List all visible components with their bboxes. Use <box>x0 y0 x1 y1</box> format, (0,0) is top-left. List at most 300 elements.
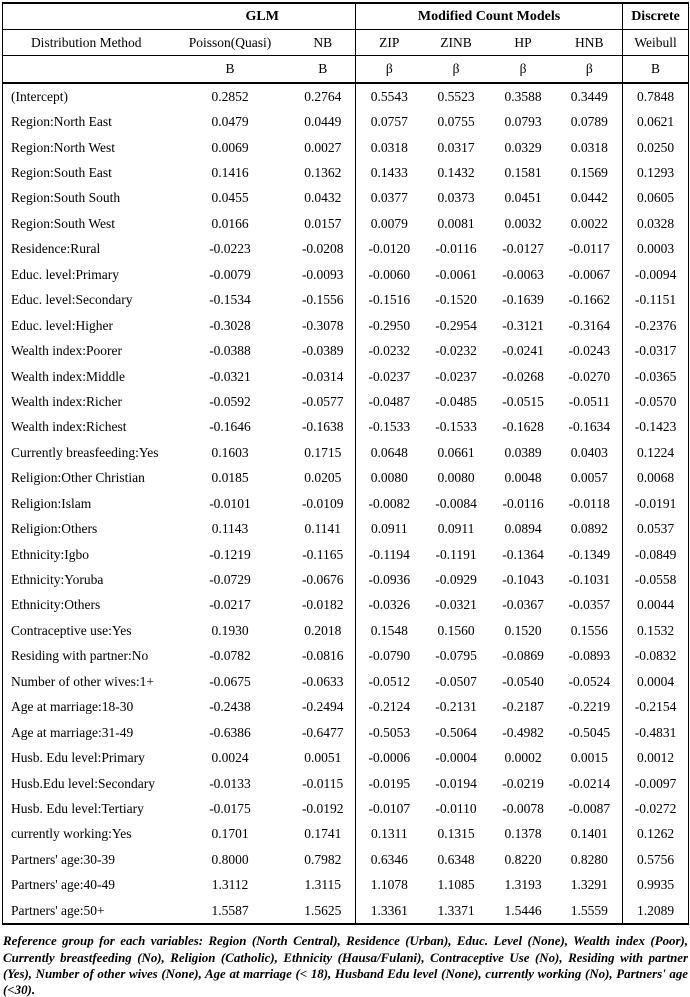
cell-weibull: -0.0272 <box>623 796 689 821</box>
row-label: Number of other wives:1+ <box>11 673 154 689</box>
table-row <box>3 491 689 516</box>
cell-hnb: 0.1401 <box>570 826 608 842</box>
row-label: (Intercept) <box>11 88 68 104</box>
cell-hp: 0.0894 <box>504 521 542 537</box>
row-label: Wealth index:Richer <box>11 393 122 409</box>
cell-hnb: -0.1634 <box>568 419 611 435</box>
cell-nb: 1.5625 <box>304 902 342 918</box>
cell-hnb: -0.0067 <box>568 266 611 282</box>
cell-weibull: -0.2376 <box>623 313 689 338</box>
cell-hp: -0.0063 <box>502 266 544 282</box>
cell-poisson-quasi: -0.2438 <box>209 699 251 715</box>
cell-zip: -0.0326 <box>356 593 423 618</box>
cell-weibull: -0.0832 <box>623 644 689 669</box>
table-row <box>3 135 689 160</box>
cell-zinb: 0.1315 <box>437 826 475 842</box>
row-label: Currently breasfeeding:Yes <box>11 444 159 460</box>
cell-poisson-quasi: 0.1930 <box>211 622 249 638</box>
table-row <box>3 720 689 745</box>
cell-nb: 0.1362 <box>304 165 342 181</box>
table-row <box>3 593 689 618</box>
cell-hnb: -0.1662 <box>568 292 611 308</box>
cell-zinb: -0.0237 <box>435 368 477 384</box>
cell-hp: 0.0048 <box>504 470 542 486</box>
cell-weibull: -0.2154 <box>623 695 689 720</box>
row-label: Wealth index:Richest <box>11 419 127 435</box>
cell-weibull: -0.0365 <box>623 364 689 389</box>
col-header-poisson-quasi: Poisson(Quasi) <box>170 30 291 56</box>
cell-poisson-quasi: -0.0592 <box>209 393 251 409</box>
cell-hp: -0.1364 <box>502 546 544 562</box>
cell-weibull: 0.0621 <box>623 109 689 134</box>
col-header-hnb: HNB <box>557 30 623 56</box>
cell-zip: -0.5053 <box>356 720 423 745</box>
cell-zip: 0.0377 <box>356 186 423 211</box>
cell-zinb: 0.6348 <box>437 851 475 867</box>
cell-zinb: -0.0110 <box>435 800 477 816</box>
cell-hp: -0.0127 <box>502 241 544 257</box>
cell-zinb: 0.0317 <box>437 139 475 155</box>
row-label: Husb.Edu level:Secondary <box>11 775 155 791</box>
cell-weibull: 0.0044 <box>623 593 689 618</box>
cell-zinb: 0.0661 <box>437 444 475 460</box>
cell-poisson-quasi: 0.8000 <box>211 851 249 867</box>
row-label: Age at marriage:18-30 <box>11 699 134 715</box>
cell-weibull: 0.1532 <box>623 618 689 643</box>
cell-weibull: -0.0849 <box>623 542 689 567</box>
cell-poisson-quasi: 0.0455 <box>211 190 249 206</box>
cell-hp: 0.0002 <box>504 750 542 766</box>
cell-nb: 0.0051 <box>304 750 342 766</box>
cell-nb: 0.2018 <box>304 622 342 638</box>
cell-zinb: -0.0321 <box>435 597 477 613</box>
cell-zip: 0.0648 <box>356 440 423 465</box>
cell-nb: 0.7982 <box>304 851 342 867</box>
cell-hnb: -0.1349 <box>568 546 611 562</box>
col-header-weibull: Weibull <box>623 30 689 56</box>
cell-zip: 0.0757 <box>356 109 423 134</box>
cell-zip: -0.0082 <box>356 491 423 516</box>
cell-weibull: 0.9935 <box>623 873 689 898</box>
cell-zinb: 0.1432 <box>437 165 475 181</box>
cell-zinb: 1.1085 <box>437 877 475 893</box>
table-row <box>3 771 689 796</box>
cell-nb: 0.0205 <box>304 470 342 486</box>
cell-nb: -0.6477 <box>301 724 344 740</box>
row-label: Ethnicity:Igbo <box>11 546 89 562</box>
table-row <box>3 873 689 898</box>
row-label: Residing with partner:No <box>11 648 149 664</box>
cell-nb: 0.1741 <box>304 826 342 842</box>
cell-nb: -0.1556 <box>301 292 344 308</box>
table-header <box>3 3 689 83</box>
cell-hp: 0.0793 <box>504 114 542 130</box>
cell-hp: -0.0869 <box>502 648 544 664</box>
table-row <box>3 542 689 567</box>
cell-hnb: 0.0403 <box>570 444 608 460</box>
cell-hp: -0.0219 <box>502 775 544 791</box>
cell-hp: -0.1043 <box>502 572 544 588</box>
cell-zinb: -0.0194 <box>435 775 477 791</box>
cell-zip: -0.0512 <box>356 669 423 694</box>
cell-weibull: -0.0094 <box>623 262 689 287</box>
cell-hp: -0.0367 <box>502 597 544 613</box>
cell-weibull: 0.0004 <box>623 669 689 694</box>
table-row <box>3 288 689 313</box>
cell-poisson-quasi: 0.0479 <box>211 114 249 130</box>
cell-hnb: -0.0357 <box>568 597 611 613</box>
cell-zinb: 0.5523 <box>437 88 475 104</box>
cell-hp: 0.1581 <box>504 165 542 181</box>
cell-hp: 0.0032 <box>504 215 542 231</box>
cell-weibull: 0.0068 <box>623 466 689 491</box>
cell-hnb: 0.1569 <box>570 165 608 181</box>
cell-hnb: 0.0789 <box>570 114 608 130</box>
cell-poisson-quasi: 0.0024 <box>211 750 249 766</box>
cell-zinb: -0.1533 <box>435 419 477 435</box>
cell-poisson-quasi: -0.1219 <box>209 546 251 562</box>
cell-hnb: 1.3291 <box>570 877 608 893</box>
cell-weibull: 0.1224 <box>623 440 689 465</box>
row-label: Age at marriage:31-49 <box>11 724 134 740</box>
group-header-row <box>3 3 689 30</box>
cell-hnb: -0.1031 <box>568 572 611 588</box>
cell-weibull: -0.1423 <box>623 415 689 440</box>
cell-zip: -0.0232 <box>356 338 423 363</box>
cell-zinb: 0.1560 <box>437 622 475 638</box>
cell-weibull: 0.7848 <box>623 83 689 109</box>
cell-hnb: 0.0892 <box>570 521 608 537</box>
cell-poisson-quasi: -0.0321 <box>209 368 251 384</box>
row-label: Educ. level:Secondary <box>11 292 133 308</box>
cell-weibull: -0.0570 <box>623 389 689 414</box>
cell-weibull: 0.0250 <box>623 135 689 160</box>
cell-poisson-quasi: 1.5587 <box>211 902 249 918</box>
cell-nb: -0.0093 <box>301 266 344 282</box>
cell-weibull: -0.4831 <box>623 720 689 745</box>
cell-poisson-quasi: -0.0675 <box>209 673 251 689</box>
cell-zinb: 0.0755 <box>437 114 475 130</box>
cell-zip: -0.0487 <box>356 389 423 414</box>
cell-nb: -0.0192 <box>301 800 344 816</box>
cell-poisson-quasi: -0.0217 <box>209 597 251 613</box>
row-label: Partners' age:40-49 <box>11 877 116 893</box>
col-header-zip: ZIP <box>356 30 423 56</box>
cell-zip: -0.0006 <box>356 745 423 770</box>
cell-zip: 0.1311 <box>356 822 423 847</box>
cell-zinb: 0.0911 <box>437 521 475 537</box>
row-label: Religion:Other Christian <box>11 470 145 486</box>
row-label: Partners' age:30-39 <box>11 851 116 867</box>
table-row <box>3 898 689 924</box>
cell-zinb: -0.0116 <box>435 241 477 257</box>
cell-hnb: 0.0022 <box>570 215 608 231</box>
cell-poisson-quasi: -0.0079 <box>209 266 251 282</box>
cell-poisson-quasi: 0.1143 <box>211 521 249 537</box>
cell-poisson-quasi: -0.6386 <box>209 724 251 740</box>
cell-weibull: 0.1262 <box>623 822 689 847</box>
coefficients-table <box>2 2 689 925</box>
cell-poisson-quasi: 0.1701 <box>211 826 249 842</box>
cell-nb: -0.0208 <box>301 241 344 257</box>
table-row <box>3 211 689 236</box>
table-row <box>3 466 689 491</box>
cell-nb: 0.0157 <box>304 215 342 231</box>
cell-zinb: -0.0485 <box>435 393 477 409</box>
cell-zinb: -0.2131 <box>435 699 477 715</box>
cell-nb: -0.0676 <box>301 572 344 588</box>
symbol-hp: β <box>490 56 557 84</box>
cell-zip: 0.0318 <box>356 135 423 160</box>
cell-hp: -0.0241 <box>502 343 544 359</box>
symbol-hnb: β <box>557 56 623 84</box>
cell-zinb: -0.0061 <box>435 266 477 282</box>
cell-nb: 1.3115 <box>304 877 342 893</box>
cell-nb: -0.0633 <box>301 673 344 689</box>
table-row <box>3 83 689 109</box>
table-row <box>3 745 689 770</box>
group-header-empty <box>3 3 170 30</box>
coef-symbol-row <box>3 56 689 84</box>
cell-hnb: 0.8280 <box>570 851 608 867</box>
row-label: Region:South South <box>11 190 121 206</box>
method-header-row <box>3 30 689 56</box>
cell-weibull: -0.1151 <box>623 288 689 313</box>
cell-hp: 0.0329 <box>504 139 542 155</box>
cell-zinb: -0.1520 <box>435 292 477 308</box>
cell-zip: 1.3361 <box>356 898 423 924</box>
cell-hp: -0.0540 <box>502 673 544 689</box>
cell-hnb: -0.0893 <box>568 648 611 664</box>
cell-weibull: 0.0003 <box>623 237 689 262</box>
cell-nb: 0.0432 <box>304 190 342 206</box>
cell-hp: 0.3588 <box>504 88 542 104</box>
cell-hp: 1.3193 <box>504 877 542 893</box>
symbol-nb: B <box>291 56 356 84</box>
cell-nb: -0.0577 <box>301 393 344 409</box>
table-row <box>3 567 689 592</box>
cell-weibull: 0.1293 <box>623 160 689 185</box>
row-label: Residence:Rural <box>11 241 101 257</box>
cell-hnb: 0.0015 <box>570 750 608 766</box>
row-label: Contraceptive use:Yes <box>11 622 132 638</box>
row-label: Husb. Edu level:Tertiary <box>11 800 144 816</box>
cell-zinb: -0.1191 <box>435 546 477 562</box>
table-row <box>3 109 689 134</box>
cell-zip: -0.2124 <box>356 695 423 720</box>
cell-hnb: -0.0270 <box>568 368 611 384</box>
cell-zip: -0.0936 <box>356 567 423 592</box>
cell-weibull: 0.0605 <box>623 186 689 211</box>
cell-hp: -0.0268 <box>502 368 544 384</box>
cell-poisson-quasi: 0.2852 <box>211 88 249 104</box>
table-row <box>3 847 689 872</box>
cell-nb: -0.0182 <box>301 597 344 613</box>
cell-zip: 0.0911 <box>356 516 423 541</box>
row-label: Partners' age:50+ <box>11 902 105 918</box>
cell-hnb: -0.0118 <box>568 495 610 511</box>
col-header-zinb: ZINB <box>423 30 490 56</box>
cell-nb: -0.1165 <box>302 546 344 562</box>
cell-hnb: -0.3164 <box>568 317 611 333</box>
cell-hnb: 1.5559 <box>570 902 608 918</box>
cell-hp: -0.1639 <box>502 292 544 308</box>
cell-hp: -0.3121 <box>502 317 544 333</box>
cell-zip: -0.0120 <box>356 237 423 262</box>
row-label: Region:South West <box>11 215 116 231</box>
cell-zip: 0.6346 <box>356 847 423 872</box>
cell-zip: -0.2950 <box>356 313 423 338</box>
cell-zip: -0.0107 <box>356 796 423 821</box>
cell-zip: -0.0790 <box>356 644 423 669</box>
table-row <box>3 618 689 643</box>
cell-hnb: 0.0318 <box>570 139 608 155</box>
cell-zip: -0.0060 <box>356 262 423 287</box>
cell-poisson-quasi: -0.0782 <box>209 648 251 664</box>
cell-poisson-quasi: -0.0101 <box>209 495 251 511</box>
cell-nb: -0.2494 <box>301 699 344 715</box>
cell-zinb: -0.0084 <box>435 495 477 511</box>
cell-poisson-quasi: -0.3028 <box>209 317 251 333</box>
cell-hp: -0.0515 <box>502 393 544 409</box>
row-label: Husb. Edu level:Primary <box>11 750 145 766</box>
row-label: Ethnicity:Others <box>11 597 101 613</box>
cell-zip: 0.0079 <box>356 211 423 236</box>
cell-hnb: 0.0057 <box>570 470 608 486</box>
cell-zinb: 0.0373 <box>437 190 475 206</box>
table-row <box>3 186 689 211</box>
table-row <box>3 822 689 847</box>
cell-weibull: 0.0328 <box>623 211 689 236</box>
cell-poisson-quasi: -0.0388 <box>209 343 251 359</box>
cell-hp: -0.0078 <box>502 800 544 816</box>
cell-hp: 0.0451 <box>504 190 542 206</box>
cell-nb: 0.0449 <box>304 114 342 130</box>
cell-poisson-quasi: -0.1534 <box>209 292 251 308</box>
cell-hp: -0.0116 <box>502 495 544 511</box>
col-header-distribution-method: Distribution Method <box>3 30 170 56</box>
col-header-nb: NB <box>291 30 356 56</box>
cell-weibull: -0.0097 <box>623 771 689 796</box>
symbol-zinb: β <box>423 56 490 84</box>
table-row <box>3 364 689 389</box>
symbol-zip: β <box>356 56 423 84</box>
cell-weibull: 0.5756 <box>623 847 689 872</box>
symbol-weibull: B <box>623 56 689 84</box>
cell-poisson-quasi: 0.1416 <box>211 165 249 181</box>
row-label: Wealth index:Poorer <box>11 343 123 359</box>
cell-zinb: -0.0795 <box>435 648 477 664</box>
row-label: Educ. level:Primary <box>11 266 119 282</box>
cell-zip: 1.1078 <box>356 873 423 898</box>
cell-hnb: -0.0511 <box>568 393 610 409</box>
cell-poisson-quasi: -0.0133 <box>209 775 251 791</box>
cell-poisson-quasi: -0.1646 <box>209 419 251 435</box>
cell-zinb: -0.0004 <box>435 750 477 766</box>
cell-nb: -0.0109 <box>301 495 344 511</box>
cell-nb: -0.0816 <box>301 648 344 664</box>
cell-poisson-quasi: 0.0185 <box>211 470 249 486</box>
row-label: Region:North West <box>11 139 116 155</box>
cell-zip: -0.0237 <box>356 364 423 389</box>
row-label: Religion:Islam <box>11 495 92 511</box>
cell-hnb: 0.3449 <box>570 88 608 104</box>
cell-nb: -0.3078 <box>301 317 344 333</box>
cell-zinb: 0.0080 <box>437 470 475 486</box>
cell-nb: -0.0389 <box>301 343 344 359</box>
group-header-discrete: Discrete <box>623 3 689 30</box>
table-row <box>3 389 689 414</box>
table-row <box>3 160 689 185</box>
reference-note: Reference group for each variables: Region (North Central), Residence (Urban), Educ. Level (None), Wealth index (Poor), Currently breastfeeding (No), Religion (Catholic), Ethnicity (Hausa/Fulani), Contraceptive Use (No), Residing with partner (Yes), Number of other wives (None), Age at marriage (< 18), Husband Edu level (None), currently working (No), Partners' age (<30). <box>3 934 688 997</box>
cell-zip: 0.5543 <box>356 83 423 109</box>
cell-hp: 1.5446 <box>504 902 542 918</box>
cell-zip: -0.1516 <box>356 288 423 313</box>
cell-zip: 0.0080 <box>356 466 423 491</box>
cell-hp: 0.1520 <box>504 622 542 638</box>
cell-poisson-quasi: -0.0729 <box>209 572 251 588</box>
cell-hp: -0.2187 <box>502 699 544 715</box>
cell-weibull: -0.0558 <box>623 567 689 592</box>
symbol-empty <box>3 56 170 84</box>
table-row <box>3 415 689 440</box>
cell-poisson-quasi: -0.0175 <box>209 800 251 816</box>
cell-hp: 0.0389 <box>504 444 542 460</box>
cell-poisson-quasi: -0.0223 <box>209 241 251 257</box>
cell-nb: -0.0314 <box>301 368 344 384</box>
row-label: Region:North East <box>11 114 112 130</box>
cell-weibull: -0.0191 <box>623 491 689 516</box>
cell-zinb: 1.3371 <box>437 902 475 918</box>
group-header-modified-count-models: Modified Count Models <box>356 3 623 30</box>
cell-hnb: 0.1556 <box>570 622 608 638</box>
cell-zip: -0.0195 <box>356 771 423 796</box>
cell-weibull: 0.0012 <box>623 745 689 770</box>
table-row <box>3 440 689 465</box>
cell-zinb: 0.0081 <box>437 215 475 231</box>
cell-zinb: -0.0232 <box>435 343 477 359</box>
cell-poisson-quasi: 0.1603 <box>211 444 249 460</box>
cell-poisson-quasi: 0.0166 <box>211 215 249 231</box>
cell-nb: 0.1141 <box>304 521 342 537</box>
cell-zinb: -0.0929 <box>435 572 477 588</box>
cell-hnb: -0.0243 <box>568 343 611 359</box>
cell-hnb: -0.5045 <box>568 724 611 740</box>
cell-hnb: -0.2219 <box>568 699 611 715</box>
row-label: Region:South East <box>11 165 112 181</box>
table-body <box>3 83 689 924</box>
row-label: Wealth index:Middle <box>11 368 126 384</box>
cell-zip: -0.1194 <box>356 542 423 567</box>
cell-zip: 0.1548 <box>356 618 423 643</box>
cell-weibull: 0.0537 <box>623 516 689 541</box>
cell-zinb: -0.5064 <box>435 724 477 740</box>
cell-hnb: -0.0087 <box>568 800 611 816</box>
cell-hnb: 0.0442 <box>570 190 608 206</box>
cell-poisson-quasi: 1.3112 <box>211 877 249 893</box>
cell-zinb: -0.2954 <box>435 317 477 333</box>
cell-hnb: -0.0524 <box>568 673 611 689</box>
symbol-poisson: B <box>170 56 291 84</box>
col-header-hp: HP <box>490 30 557 56</box>
cell-nb: 0.0027 <box>304 139 342 155</box>
row-label: Ethnicity:Yoruba <box>11 572 104 588</box>
cell-zinb: -0.0507 <box>435 673 477 689</box>
table-row <box>3 516 689 541</box>
table-row <box>3 262 689 287</box>
table-row <box>3 313 689 338</box>
cell-hp: 0.1378 <box>504 826 542 842</box>
